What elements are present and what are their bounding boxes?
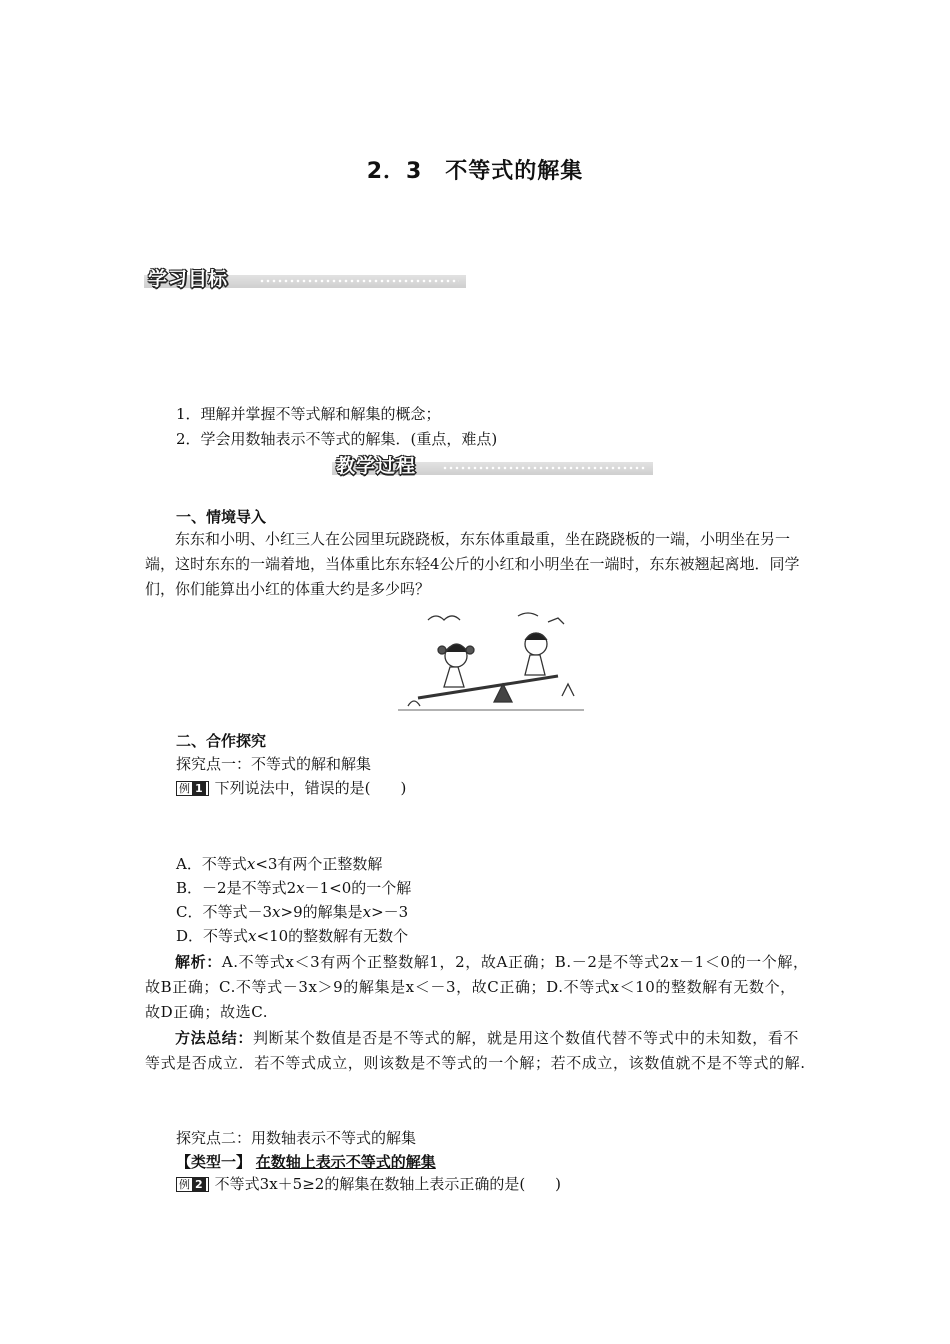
example1-analysis (145, 950, 811, 1025)
objectives-banner (144, 266, 466, 288)
objectives-banner-label: 学习目标 (148, 268, 229, 290)
summary-text: 判断某个数值是否是不等式的解，就是用这个数值代替不等式中的未知数，看不等式是否成立．若不等式成立，则该数是不等式的一个解；若不成立，该数值就不是不等式的解. (145, 1029, 806, 1072)
analysis-label: 解析： (175, 953, 222, 971)
section1-text: 东东和小明、小红三人在公园里玩跷跷板，东东体重最重，坐在跷跷板的一端，小明坐在另一端，这时东东的一端着地，当体重比东东轻4公斤的小红和小明坐在一端时，东东被翘起离地．同学们，你们能算出小红的体重大约是多少吗？ (145, 530, 800, 598)
process-banner-label: 教学过程 (336, 455, 417, 477)
objective-item-1: 1．理解并掌握不等式解和解集的概念； (176, 405, 441, 423)
example1-tag: 例 1 (176, 781, 209, 796)
section2-heading: 二、合作探究 (176, 732, 267, 750)
option-c: C．不等式－3x>9的解集是x>－3 (176, 903, 409, 921)
page-title: 2．3 不等式的解集 (366, 159, 584, 184)
option-a: A．不等式x<3有两个正整数解 (176, 855, 383, 873)
example2-question: 例 2 不等式3x＋5≥2的解集在数轴上表示正确的是( ) (176, 1172, 561, 1196)
seesaw-illustration (398, 606, 584, 716)
type1-heading: 【类型一】 在数轴上表示不等式的解集 (176, 1153, 436, 1171)
type1-title: 在数轴上表示不等式的解集 (255, 1153, 436, 1171)
example1-summary (145, 1026, 811, 1076)
example1-question: 例 1 下列说法中，错误的是( ) (176, 776, 406, 800)
option-d: D．不等式x<10的整数解有无数个 (176, 927, 409, 945)
explore-point-2: 探究点二：用数轴表示不等式的解集 (176, 1129, 417, 1147)
section1-heading: 一、情境导入 (176, 508, 267, 526)
objective-item-2: 2．学会用数轴表示不等式的解集．(重点，难点) (176, 430, 498, 448)
analysis-text: A.不等式x＜3有两个正整数解1，2，故A正确；B.－2是不等式2x－1＜0的一个解，故B正确；C.不等式－3x＞9的解集是x＜－3，故C正确；D.不等式x＜10的整数解有无数个，故D正确；故选C. (145, 953, 809, 1021)
summary-label: 方法总结： (175, 1029, 254, 1047)
explore-point-1: 探究点一：不等式的解和解集 (176, 755, 372, 773)
example2-tag: 例 2 (176, 1177, 209, 1192)
process-banner (332, 453, 653, 475)
option-b: B．－2是不等式2x－1<0的一个解 (176, 879, 412, 897)
